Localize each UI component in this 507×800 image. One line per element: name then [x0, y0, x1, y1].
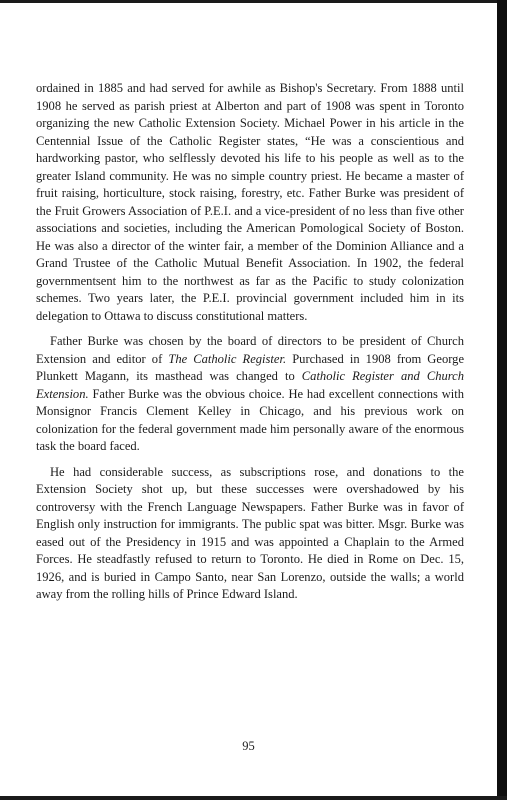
paragraph-2-title-masthead: Catholic Register and Church Extension. — [36, 369, 464, 401]
page-edge-top — [0, 0, 507, 3]
page-edge-bottom — [0, 796, 507, 800]
page-number: 95 — [242, 739, 255, 753]
paragraph-1-text: ordained in 1885 and had served for awhile as Bishop's Secretary. From 1888 until 1908 he served as parish priest at Alberton and part of 1908 was spent in Toronto organizing the new Catholic Extension Society. Michael Power in his article in the Centennial Issue of the Catholic Register states, “He was a conscientious and hardworking pastor, who selflessly devoted his life to his people as well as to the greater Island community. He was no simple country priest. He became a master of fruit raising, horticulture, stock raising, forestry, etc. Father Burke was president of the Fruit Growers Association of P.E.I. and a vice-president of no less than five other associations and societies, including the American Pomological Society of Boston. He was also a director of the winter fair, a member of the Dominion Alliance and a Grand Trustee of the Catholic Mutual Benefit Association. In 1902, the federal governmentsent him to the northwest as far as the Pacific to study colonization schemes. Two years later, the P.E.I. provincial government included him in its delegation to Ottawa to discuss constitutional matters. — [36, 81, 464, 323]
paragraph-3-text: He had considerable success, as subscriptions rose, and donations to the Extension Society shot up, but these successes were overshadowed by his controversy with the French Language Newspapers. Father Burke was in favor of English only instruction for immigrants. The public spat was bitter. Msgr. Burke was eased out of the Presidency in 1915 and was appointed a Chaplain to the Armed Forces. He steadfastly refused to return to Toronto. He died in Rome on Dec. 15, 1926, and is buried in Campo Santo, near San Lorenzo, outside the walls; a world away from the rolling hills of Prince Edward Island. — [36, 464, 464, 601]
body-text — [36, 80, 464, 604]
page-edge-right — [497, 0, 507, 800]
paragraph-2-title-catholic-register: The Catholic Register. — [168, 351, 287, 366]
paragraph-2-text-c: Father Burke was the obvious choice. He had excellent connections with Monsignor Francis Clement Kelley in Chicago, and his previous work on colonization for the federal government made him personally aware of the enormous task the board faced. — [36, 386, 464, 453]
paragraph-1 — [36, 80, 464, 325]
paragraph-2-text-a: Father Burke was chosen by the board of directors to be president of Church Extension and editor of — [36, 334, 464, 366]
paragraph-2-text-b: Purchased in 1908 from George Plunkett Magann, its masthead was changed to — [36, 351, 465, 383]
paragraph-3 — [36, 464, 464, 604]
paragraph-2 — [36, 333, 464, 456]
